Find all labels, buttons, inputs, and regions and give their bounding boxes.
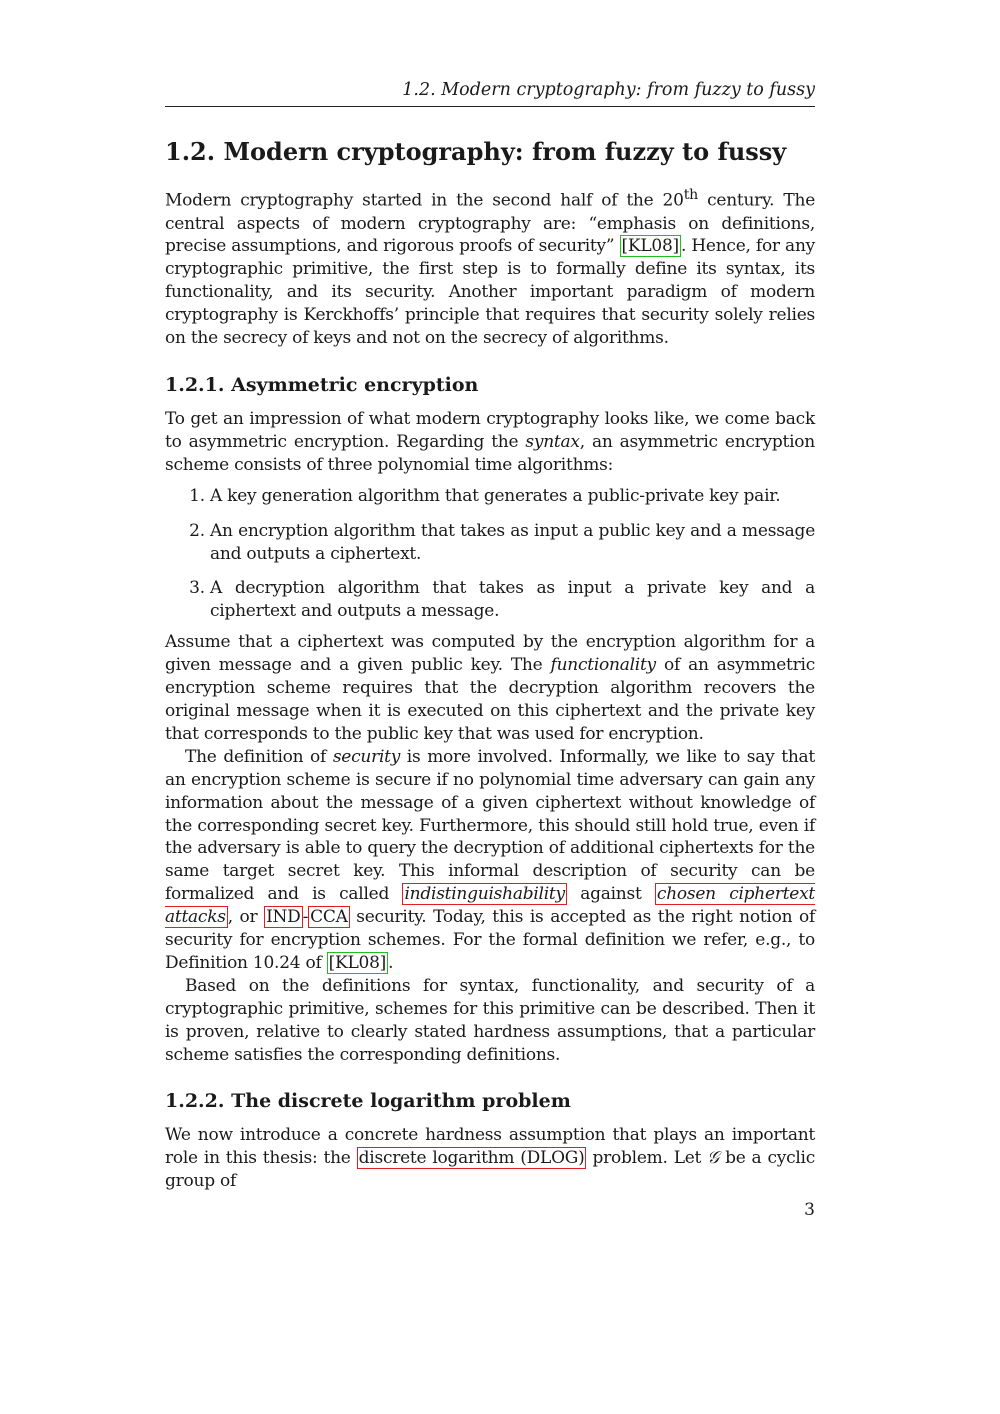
citation-link-kl08[interactable]: [KL08] — [328, 952, 387, 973]
schemes-paragraph: Based on the definitions for syntax, functionality, and security of a cryptographic primitive, schemes for this primitive can be described. Then it is proven, relative to clearly stated hardness assumptions, that a particular scheme satisfies the corresponding definitions. — [165, 975, 815, 1065]
text-run: problem. Let — [586, 1148, 708, 1169]
text-run: Assume that a ciphertext was computed by the encryption algorithm for a given message and a given public key. The — [165, 632, 815, 676]
subsection-title-discrete-logarithm: 1.2.2. The discrete logarithm problem — [165, 1090, 571, 1113]
section-title: 1.2. Modern cryptography: from fuzzy to fussy — [165, 137, 787, 166]
emphasis-syntax: syntax — [525, 431, 580, 452]
text-run: , an asymmetric encryption scheme consists of three polynomial time algorithms: — [165, 431, 815, 475]
link-text: chosen ciphertext attacks — [165, 884, 816, 928]
text-run: We now introduce a concrete hardness assumption that plays an important role in this thesis: the — [165, 1125, 815, 1169]
intro-paragraph — [165, 184, 815, 350]
glossary-link-indistinguishability[interactable] — [402, 883, 566, 905]
text-run: be a cyclic group of — [165, 1148, 816, 1192]
acronym-link-cca[interactable]: CCA — [310, 907, 348, 928]
citation-link-kl08[interactable]: [KL08] — [621, 236, 679, 257]
algorithm-list — [165, 485, 815, 624]
main-content — [165, 136, 815, 1193]
emphasis-functionality: functionality — [550, 655, 656, 676]
text-run: security. Today, this is accepted as the right notion of security for encryption schemes. For the formal definition we refer, e.g., to Definition 10.24 of — [165, 907, 815, 973]
text-run: - — [302, 907, 309, 928]
superscript: th — [683, 187, 698, 203]
subsection-title-asymmetric-encryption: 1.2.1. Asymmetric encryption — [165, 374, 479, 396]
text-run: against — [566, 884, 655, 905]
text-run: To get an impression of what modern cryptography looks like, we come back to asymmetric encryption. Regarding the — [165, 409, 815, 452]
text-run: . Hence, for any cryptographic primitive, the first step is to formally define its syntax, its functionality, and its security. Another important paradigm of modern cryptography is Kerckhoffs’ principle that requires that security solely relies on the secrecy of keys and not on the secrecy of algorithms. — [165, 236, 815, 349]
acronym-link-dlog[interactable]: discrete logarithm (DLOG) — [358, 1148, 585, 1169]
running-header: 1.2. Modern cryptography: from fuzzy to fussy — [165, 78, 815, 107]
dlog-paragraph — [165, 1124, 815, 1193]
acronym-link-ind[interactable]: IND — [266, 907, 301, 928]
text-run: is more involved. Informally, we like to say that an encryption scheme is secure if no polynomial time adversary can gain any information about the message of a given ciphertext without knowledge of the corresponding secret key. Furthermore, this should still hold true, even if the adversary is able to query the decryption of additional ciphertexts for the same target secret key. This informal description of security can be formalized and is called — [165, 746, 815, 905]
text-run: Modern cryptography started in the second half of the 20 — [165, 190, 684, 211]
list-item-encryption: 2. An encryption algorithm that takes as input a public key and a message and outputs a ciphertext. — [210, 520, 815, 566]
text-run: of an asymmetric encryption scheme requires that the decryption algorithm recovers the original message when it is executed on this ciphertext and the private key that corresponds to the public key that was used for encryption. — [165, 655, 815, 744]
text-run: century. The central aspects of modern cryptography are: “emphasis on definitions, precise assumptions, and rigorous proofs of security” — [165, 190, 816, 257]
text-run: . — [388, 952, 394, 973]
emphasis-security: security — [332, 746, 401, 767]
list-item-key-generation: 1. A key generation algorithm that generates a public-private key pair. — [210, 485, 815, 508]
math-group-symbol: 𝒢 — [707, 1148, 720, 1169]
page-number: 3 — [804, 1200, 815, 1220]
syntax-paragraph — [165, 408, 815, 477]
text-run: The definition of — [185, 746, 333, 767]
link-text: indistinguishability — [404, 884, 565, 905]
functionality-paragraph — [165, 631, 815, 746]
text-run: , or — [227, 907, 265, 928]
security-paragraph — [165, 746, 815, 975]
list-item-decryption: 3. A decryption algorithm that takes as input a private key and a ciphertext and outputs a message. — [210, 577, 815, 623]
